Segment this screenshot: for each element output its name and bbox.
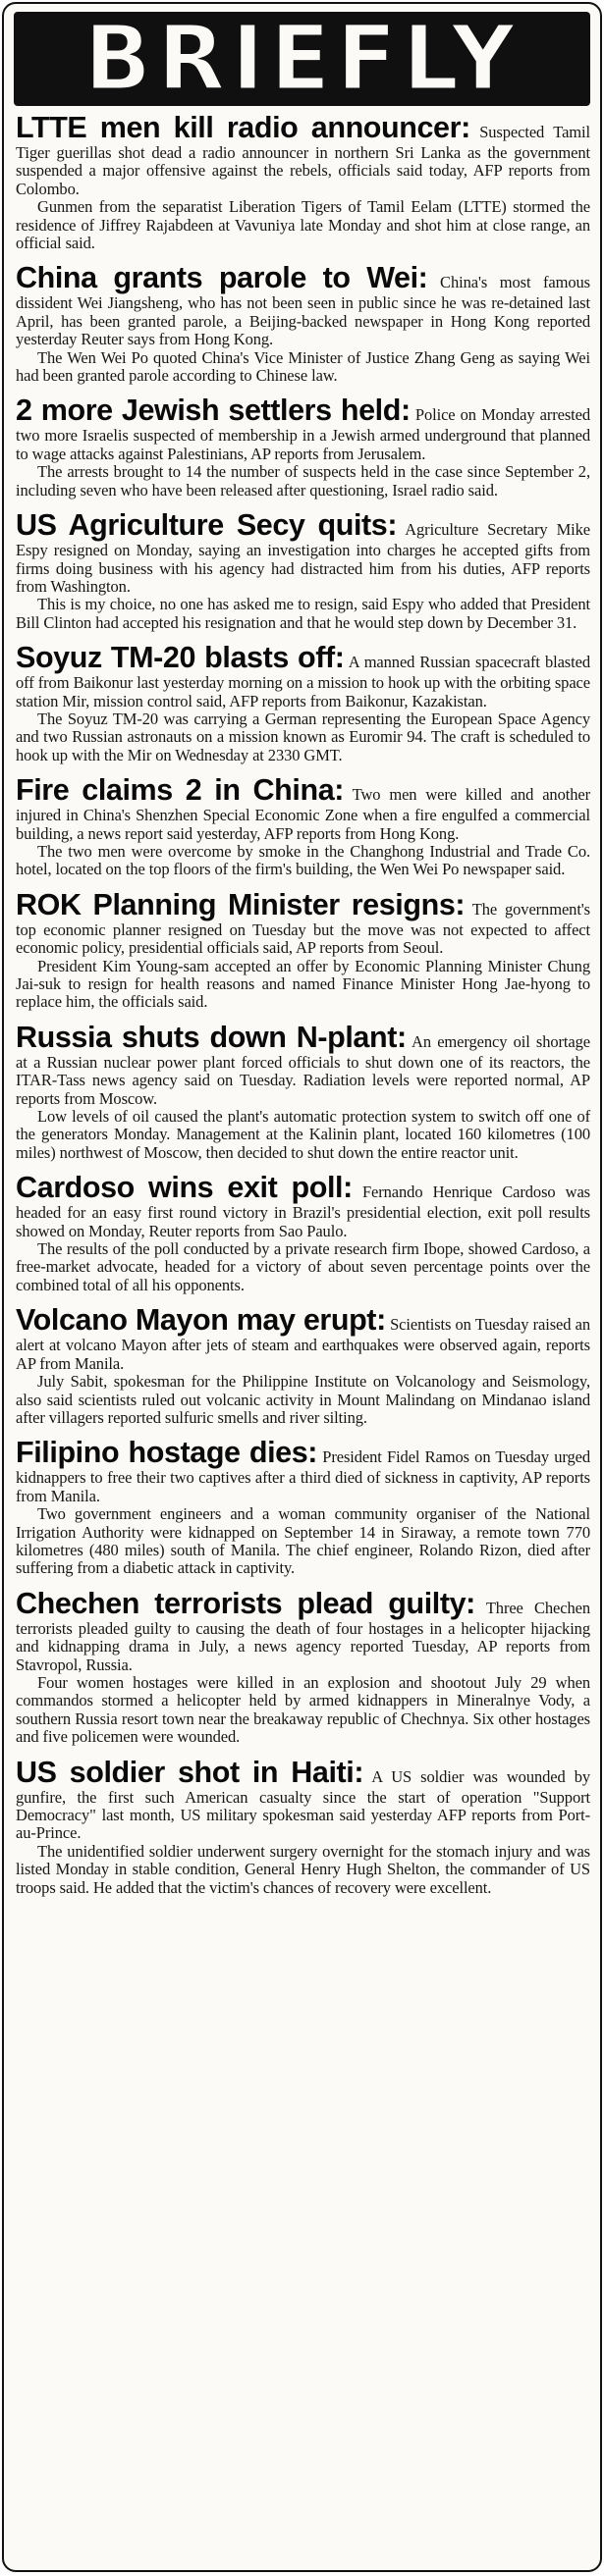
brief-paragraph: The Wen Wei Po quoted China's Vice Minister of Justice Zhang Geng as saying Wei had been granted parole according to Chinese law. bbox=[16, 347, 590, 386]
brief-paragraph: Four women hostages were killed in an explosion and shootout July 29 when commandos stormed a helicopter held by armed kidnappers in Mineralnye Vody, a southern Russia resort town near the breakaway republic of Chechnya. Six other hostages and five policemen were wounded. bbox=[16, 1672, 590, 1747]
brief-lead-paragraph bbox=[16, 112, 590, 198]
brief-headline: Chechen terrorists plead guilty: bbox=[16, 1586, 475, 1620]
brief-lead-text: A US soldier was wounded by gunfire, the first such American casualty since the start of operation "Support Democracy" last month, US military spokesman said yesterday AFP reports from Port-au-Prince. bbox=[16, 1766, 590, 1843]
brief-headline: Fire claims 2 in China: bbox=[16, 773, 345, 808]
news-brief bbox=[16, 889, 590, 1012]
brief-headline: LTTE men kill radio announcer: bbox=[16, 111, 470, 144]
brief-lead-text: Three Chechen terrorists pleaded guilty to causing the death of four hostages in a helicopter hijacking and kidnapping drama in July, a news agency reported Tuesday, AP reports from Stavropol, Russia. bbox=[16, 1598, 590, 1674]
brief-paragraph: Two government engineers and a woman community organiser of the National Irrigation Authority were kidnapped on September 14 in Siraway, a remote town 770 kilometres (480 miles) south of Manila. The chief engineer, Rolando Rizon, died after suffering from a diabetic attack in captivity. bbox=[16, 1504, 590, 1578]
brief-lead-text: President Fidel Ramos on Tuesday urged kidnappers to free their two captives after a third died of sickness in captivity, AP reports from Manila. bbox=[16, 1447, 590, 1505]
brief-lead-paragraph bbox=[16, 1172, 590, 1240]
brief-lead-paragraph bbox=[16, 774, 590, 843]
brief-paragraph: The two men were overcome by smoke in the Changhong Industrial and Trade Co. hotel, located on the top floors of the firm's building, the Wen Wei Po newspaper said. bbox=[16, 841, 590, 879]
news-brief bbox=[16, 1304, 590, 1427]
news-brief bbox=[16, 1172, 590, 1294]
brief-lead-text: The government's top economic planner resigned on Tuesday but the move was not expected to affect economic policy, presidential officials said, AP reports from Seoul. bbox=[16, 899, 590, 958]
brief-lead-paragraph bbox=[16, 1022, 590, 1108]
news-brief bbox=[16, 1437, 590, 1577]
news-brief bbox=[16, 642, 590, 764]
brief-headline: Soyuz TM-20 blasts off: bbox=[16, 641, 345, 675]
brief-lead-paragraph bbox=[16, 889, 590, 958]
brief-headline: Filipino hostage dies: bbox=[16, 1436, 318, 1470]
brief-lead-text: A manned Russian spacecraft blasted off from Baikonur last yesterday morning on a mission to hook up with the orbiting space station Mir, mission control said, AFP reports from Baikonur, Kazakistan. bbox=[16, 653, 590, 710]
brief-lead-paragraph bbox=[16, 1588, 590, 1674]
news-brief bbox=[16, 1022, 590, 1162]
news-brief bbox=[16, 509, 590, 632]
brief-lead-text: Scientists on Tuesday raised an alert at volcano Mayon after jets of steam and earthquakes were observed again, reports AP from Manila. bbox=[16, 1315, 590, 1373]
masthead-banner bbox=[14, 6, 590, 111]
brief-paragraph: Gunmen from the separatist Liberation Tigers of Tamil Eelam (LTTE) stormed the residence of Jiffrey Rajabdeen at Vavuniya late Monday and shot him at close range, an official said. bbox=[16, 197, 590, 253]
brief-headline: Cardoso wins exit poll: bbox=[16, 1171, 353, 1205]
brief-lead-paragraph bbox=[16, 642, 590, 710]
brief-paragraph: July Sabit, spokesman for the Philippine Institute on Volcanology and Seismology, also said scientists ruled out volcanic activity in Mount Malindang on Mindanao island after villagers reported sulfuric smells and river silting. bbox=[16, 1372, 590, 1427]
brief-headline: ROK Planning Minister resigns: bbox=[16, 887, 466, 921]
brief-headline: Volcano Mayon may erupt: bbox=[16, 1303, 386, 1338]
news-brief bbox=[16, 774, 590, 879]
news-brief bbox=[16, 112, 590, 252]
brief-paragraph: The arrests brought to 14 the number of suspects held in the case since September 2, including seven who have been released after questioning, Israel radio said. bbox=[16, 462, 590, 499]
brief-lead-text: Agriculture Secretary Mike Espy resigned on Monday, saying an investigation into charges he accepted gifts from firms doing business with his agency had distracted him from his duties, AFP reports from Washington. bbox=[16, 520, 590, 596]
brief-headline: US Agriculture Secy quits: bbox=[16, 508, 398, 543]
news-brief bbox=[16, 1757, 590, 1897]
brief-headline: 2 more Jewish settlers held: bbox=[16, 394, 411, 428]
brief-headline: US soldier shot in Haiti: bbox=[16, 1755, 364, 1789]
brief-lead-text: An emergency oil shortage at a Russian nuclear power plant forced officials to shut down one of its reactors, the ITAR-Tass news agency said on Tuesday. Radiation levels were reported normal, AP reports from Moscow. bbox=[16, 1031, 590, 1108]
brief-lead-text: Fernando Henrique Cardoso was headed for an easy first round victory in Brazil's presidential election, exit poll results showed on Monday, Reuter reports from Sao Paulo. bbox=[16, 1183, 590, 1240]
brief-lead-paragraph bbox=[16, 1304, 590, 1373]
masthead-title: BRIEFLY bbox=[83, 6, 521, 111]
brief-lead-text: China's most famous dissident Wei Jiangsheng, who has not been seen in public since he was re-detained last April, has been granted parole, a Beijing-backed newspaper in Hong Kong reported yesterday Reuter says from Hong Kong. bbox=[16, 273, 590, 349]
news-brief bbox=[16, 1588, 590, 1747]
brief-headline: China grants parole to Wei: bbox=[16, 261, 428, 295]
brief-paragraph: This is my choice, no one has asked me to resign, said Espy who added that President Bill Clinton had accepted his resignation and that he would step down by December 31. bbox=[16, 595, 590, 632]
brief-lead-text: Suspected Tamil Tiger guerillas shot dead a radio announcer in northern Sri Lanka as the government suspended a major offensive against the rebels, officials said today, AFP reports from Colombo. bbox=[16, 123, 590, 198]
brief-lead-text: Police on Monday arrested two more Israelis suspected of membership in a Jewish armed underground that planned to wage attacks against Palestinians, AP reports from Jerusalem. bbox=[16, 405, 591, 463]
brief-paragraph: Low levels of oil caused the plant's automatic protection system to switch off one of the generators Monday. Management at the Kalinin plant, located 160 kilometres (100 miles) northwest of Moscow, then decided to shut down the entire reactor unit. bbox=[16, 1107, 590, 1162]
brief-paragraph: The Soyuz TM-20 was carrying a German representing the European Space Agency and two Russian astronauts on a mission known as Euromir 94. The craft is scheduled to hook up with the Mir on Wednesday at 2330 GMT. bbox=[16, 709, 590, 764]
brief-lead-paragraph bbox=[16, 509, 590, 596]
brief-paragraph: The results of the poll conducted by a private research firm Ibope, showed Cardoso, a free-market advocate, headed for a victory of about seven percentage points over the combined total of all his opponents. bbox=[16, 1239, 590, 1294]
brief-lead-paragraph bbox=[16, 1757, 590, 1843]
news-brief bbox=[16, 394, 590, 499]
brief-paragraph: President Kim Young-sam accepted an offer by Economic Planning Minister Chung Jai-suk to resign for health reasons and named Finance Minister Hong Jae-hyong to replace him, the officials said. bbox=[16, 956, 590, 1012]
brief-headline: Russia shuts down N-plant: bbox=[16, 1020, 407, 1054]
news-brief bbox=[16, 262, 590, 385]
brief-lead-paragraph bbox=[16, 262, 590, 348]
news-column bbox=[2, 2, 602, 2572]
brief-lead-paragraph bbox=[16, 1437, 590, 1505]
brief-paragraph: The unidentified soldier underwent surgery overnight for the stomach injury and was listed Monday in stable condition, General Henry Hugh Shelton, the commander of US troops said. He added that the victim's chances of recovery were excellent. bbox=[16, 1841, 590, 1897]
brief-lead-text: Two men were killed and another injured in China's Shenzhen Special Economic Zone when a fire engulfed a commercial building, a news report said yesterday, AFP reports from Hong Kong. bbox=[16, 785, 590, 843]
story-list bbox=[4, 112, 600, 1897]
brief-lead-paragraph bbox=[16, 394, 590, 463]
